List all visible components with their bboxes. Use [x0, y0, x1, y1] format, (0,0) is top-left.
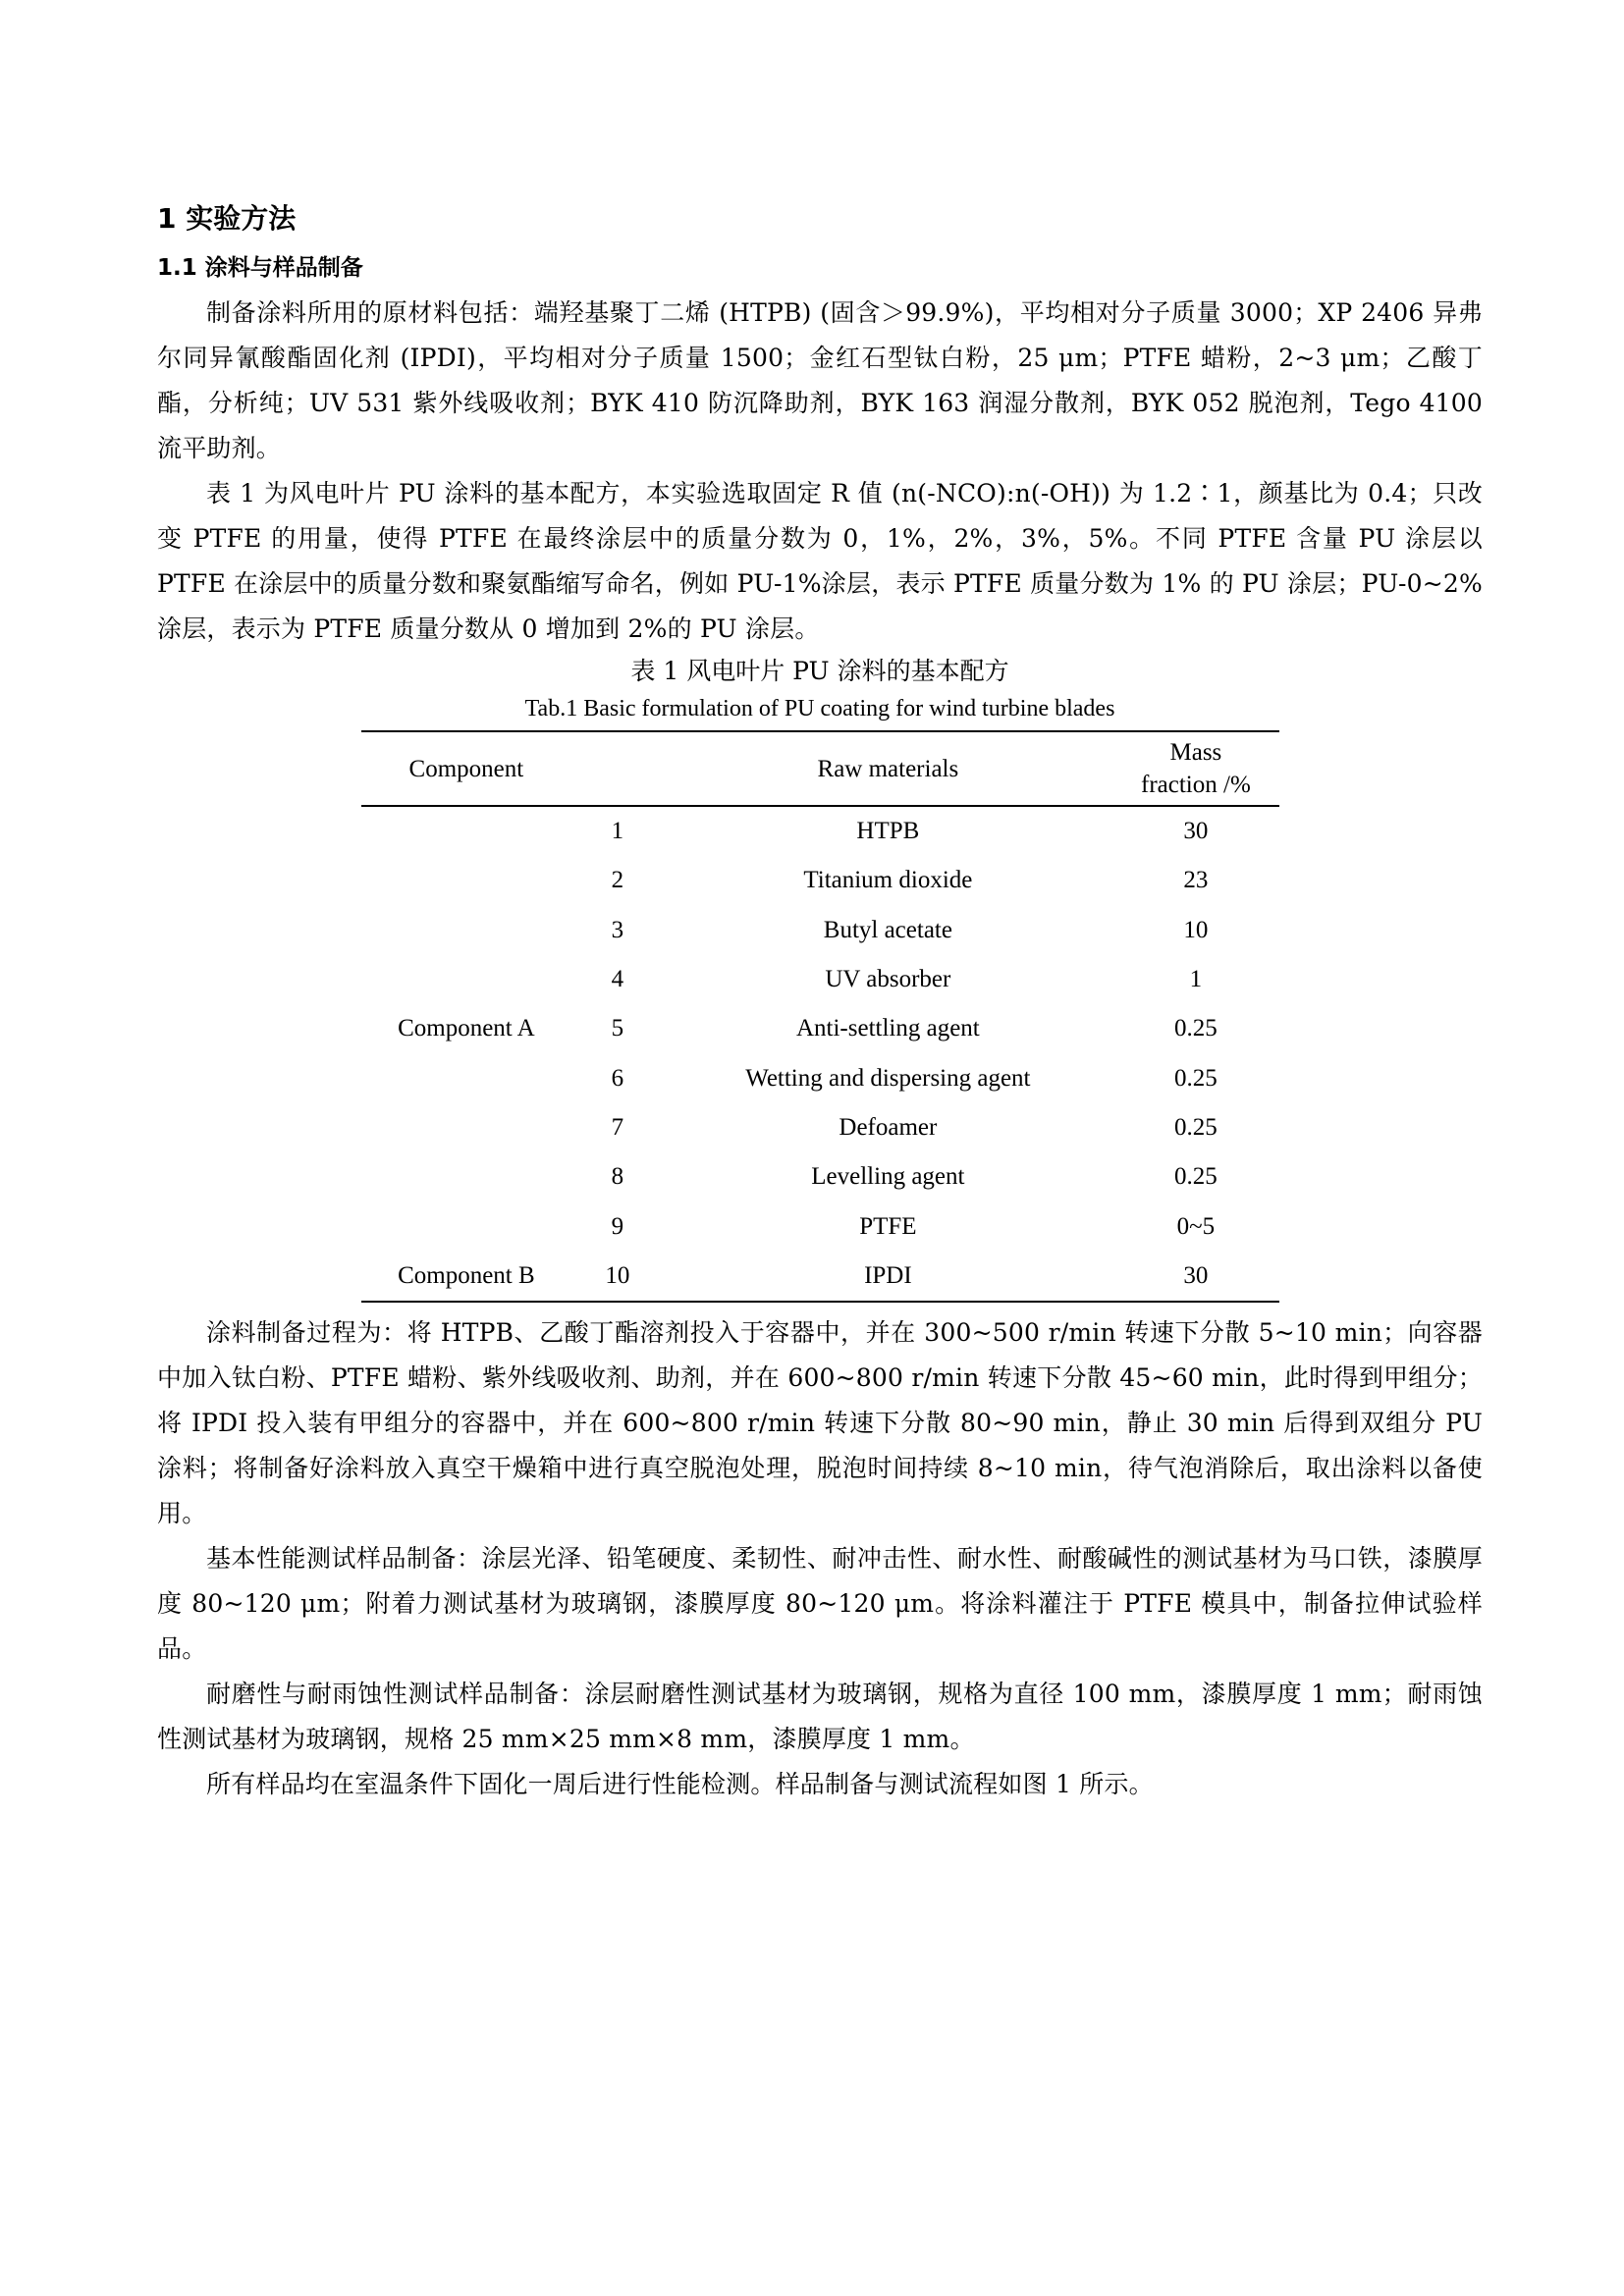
paragraph-wear-erosion-sample-prep: 耐磨性与耐雨蚀性测试样品制备：涂层耐磨性测试基材为玻璃钢，规格为直径 100 mm，漆膜厚度 1 mm；耐雨蚀性测试基材为玻璃钢，规格 25 mm×25 mm×8 mm，漆膜厚度 1 mm。: [157, 1679, 1483, 1753]
cell-component: [361, 1053, 572, 1102]
table-row: [361, 1004, 1279, 1053]
cell-mass-fraction: 0.25: [1174, 1064, 1218, 1092]
cell-mass-fraction: 0.25: [1174, 1163, 1218, 1191]
header-mass-fraction: [1112, 731, 1278, 806]
header-mass-line2: fraction /%: [1141, 772, 1251, 798]
cell-raw-material: Butyl acetate: [823, 916, 952, 943]
cell-component: [361, 1103, 572, 1152]
table-row: [361, 856, 1279, 905]
cell-raw-material: IPDI: [864, 1261, 912, 1289]
cell-number: 4: [611, 966, 624, 993]
cell-component: [361, 1152, 572, 1201]
cell-number: 8: [611, 1163, 624, 1191]
cell-raw-material: Levelling agent: [811, 1163, 965, 1191]
table-row: [361, 955, 1279, 1004]
table-row: [361, 906, 1279, 955]
cell-component: [361, 955, 572, 1004]
header-component: Component: [408, 755, 524, 782]
header-raw-materials: Raw materials: [817, 755, 959, 782]
cell-number: 5: [611, 1015, 624, 1042]
paragraph-formulation: 表 1 为风电叶片 PU 涂料的基本配方，本实验选取固定 R 值 (n(-NCO):n(-OH)) 为 1.2∶1，颜基比为 0.4；只改变 PTFE 的用量，使得 PTFE 在最终涂层中的质量分数为 0，1%，2%，3%，5%。不同 PTFE 含量 PU 涂层以 PTFE 在涂层中的质量分数和聚氨酯缩写命名，例如 PU-1%涂层，表示 PTFE 质量分数为 1% 的 PU 涂层；PU-0~2%涂层，表示为 PTFE 质量分数从 0 增加到 2%的 PU 涂层。: [157, 479, 1483, 643]
table-row: [361, 1103, 1279, 1152]
table-row: [361, 1053, 1279, 1102]
table-header-row: [361, 731, 1279, 806]
paragraph-raw-materials: 制备涂料所用的原材料包括：端羟基聚丁二烯 (HTPB) (固含＞99.9%)，平均相对分子质量 3000；XP 2406 异弗尔同异氰酸酯固化剂 (IPDI)，平均相对分子质量 1500；金红石型钛白粉，25 μm；PTFE 蜡粉，2~3 μm；乙酸丁酯，分析纯；UV 531 紫外线吸收剂；BYK 410 防沉降助剂，BYK 163 润湿分散剂，BYK 052 脱泡剂，Tego 4100 流平助剂。: [157, 298, 1483, 462]
cell-mass-fraction: 0~5: [1176, 1212, 1216, 1240]
paragraph-curing: 所有样品均在室温条件下固化一周后进行性能检测。样品制备与测试流程如图 1 所示。: [206, 1769, 1154, 1798]
cell-component: Component B: [398, 1261, 535, 1289]
cell-number: 6: [611, 1064, 624, 1092]
cell-mass-fraction: 23: [1183, 867, 1209, 894]
header-mass-line1: Mass: [1169, 739, 1222, 766]
table-row: [361, 1152, 1279, 1201]
cell-number: 2: [611, 867, 624, 894]
cell-mass-fraction: 0.25: [1174, 1015, 1218, 1042]
cell-mass-fraction: 0.25: [1174, 1113, 1218, 1141]
cell-component: [361, 806, 572, 856]
cell-component: [361, 856, 572, 905]
paragraph-preparation-process: 涂料制备过程为：将 HTPB、乙酸丁酯溶剂投入于容器中，并在 300~500 r/min 转速下分散 5~10 min；向容器中加入钛白粉、PTFE 蜡粉、紫外线吸收剂、助剂，并在 600~800 r/min 转速下分散 45~60 min，此时得到甲组分；将 IPDI 投入装有甲组分的容器中，并在 600~800 r/min 转速下分散 80~90 min，静止 30 min 后得到双组分 PU 涂料；将制备好涂料放入真空干燥箱中进行真空脱泡处理，脱泡时间持续 8~10 min，待气泡消除后，取出涂料以备使用。: [157, 1317, 1483, 1527]
cell-raw-material: Titanium dioxide: [803, 867, 973, 894]
header-number: [571, 731, 663, 806]
table-caption-en: Tab.1 Basic formulation of PU coating for wind turbine blades: [524, 696, 1115, 721]
cell-number: 1: [611, 818, 624, 845]
cell-number: 10: [605, 1261, 630, 1289]
cell-component: [361, 906, 572, 955]
formulation-table: [361, 730, 1279, 1303]
cell-raw-material: Anti-settling agent: [795, 1015, 980, 1042]
cell-number: 9: [611, 1212, 624, 1240]
table-row: [361, 1252, 1279, 1302]
cell-number: 3: [611, 916, 624, 943]
paper-page: [157, 196, 1483, 1807]
cell-mass-fraction: 10: [1183, 916, 1209, 943]
cell-component: [361, 1201, 572, 1251]
cell-mass-fraction: 1: [1189, 966, 1203, 993]
cell-raw-material: HTPB: [856, 818, 920, 845]
cell-raw-material: Defoamer: [839, 1113, 938, 1141]
cell-component: Component A: [398, 1015, 535, 1042]
table-row: [361, 806, 1279, 856]
cell-raw-material: Wetting and dispersing agent: [745, 1064, 1031, 1092]
cell-mass-fraction: 30: [1183, 818, 1209, 845]
paragraph-basic-sample-prep: 基本性能测试样品制备：涂层光泽、铅笔硬度、柔韧性、耐冲击性、耐水性、耐酸碱性的测试基材为马口铁，漆膜厚度 80~120 μm；附着力测试基材为玻璃钢，漆膜厚度 80~120 μm。将涂料灌注于 PTFE 模具中，制备拉伸试验样品。: [157, 1543, 1483, 1663]
table-caption-cn: 表 1 风电叶片 PU 涂料的基本配方: [630, 657, 1009, 685]
cell-number: 7: [611, 1113, 624, 1141]
section-title: 1 实验方法: [157, 202, 297, 235]
cell-raw-material: UV absorber: [825, 966, 951, 993]
subsection-title: 1.1 涂料与样品制备: [157, 255, 363, 281]
cell-mass-fraction: 30: [1183, 1261, 1209, 1289]
table-row: [361, 1201, 1279, 1251]
cell-raw-material: PTFE: [859, 1212, 917, 1240]
